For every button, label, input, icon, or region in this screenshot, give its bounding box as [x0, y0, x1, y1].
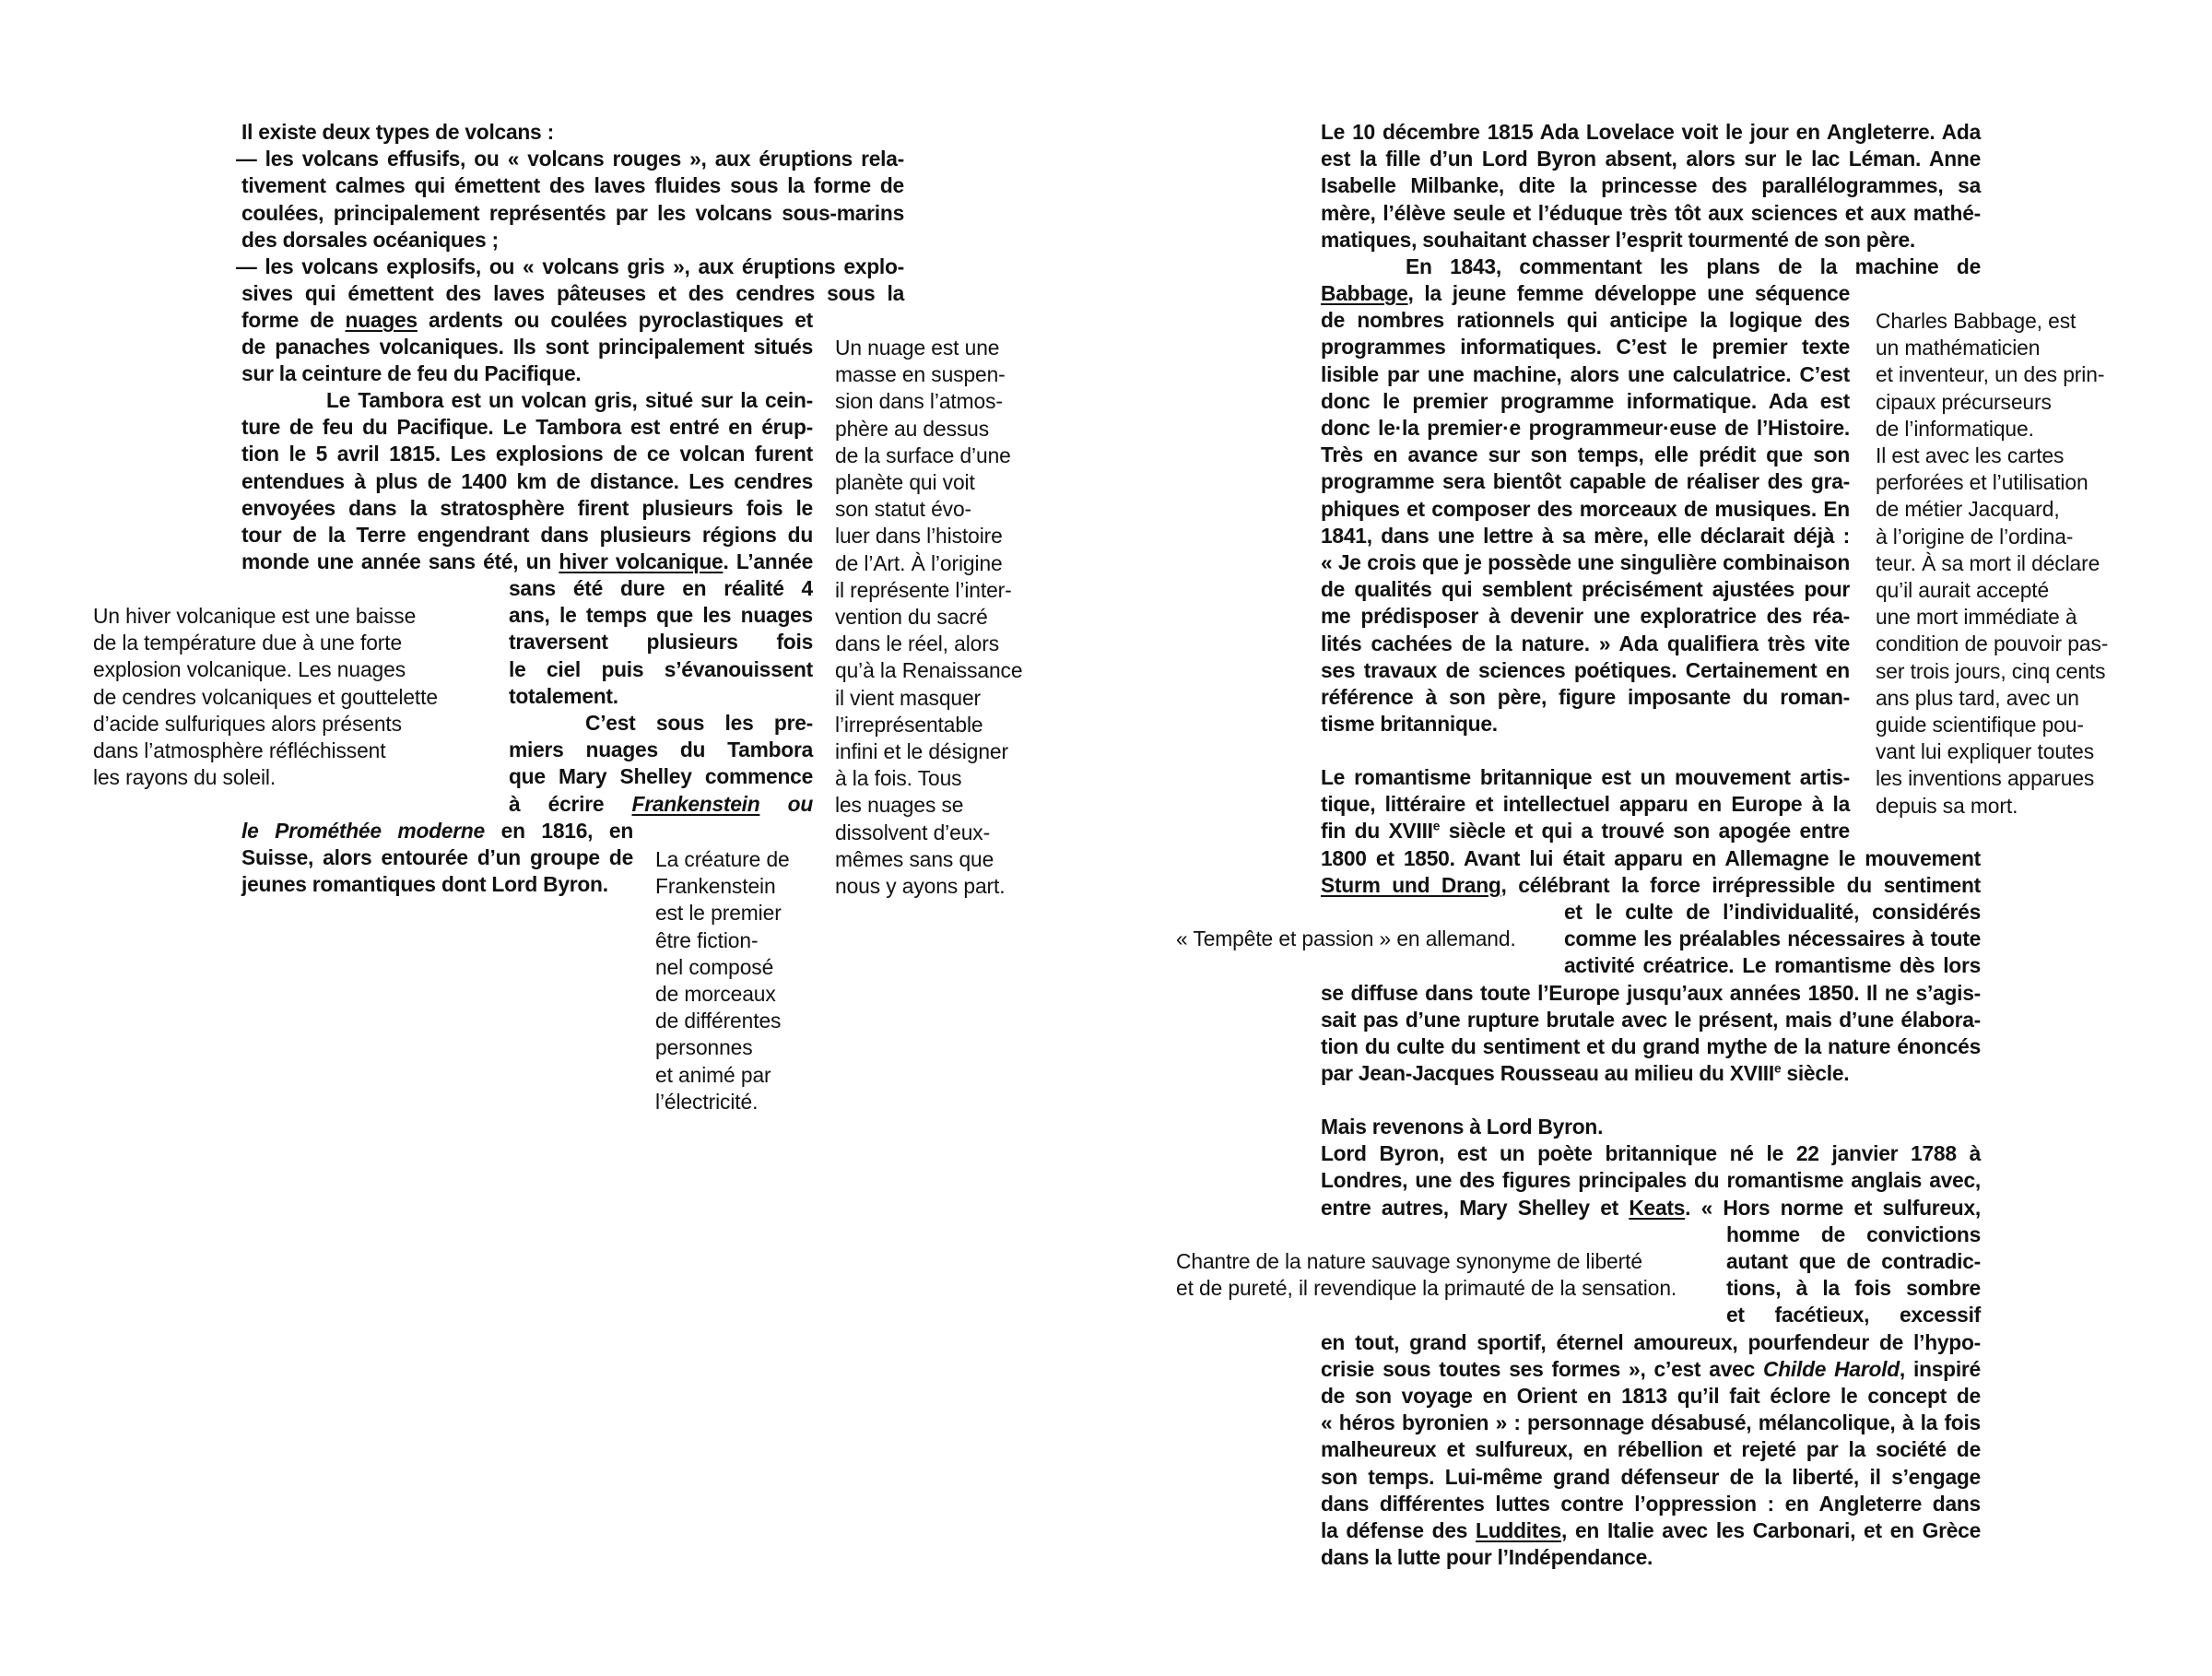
- note-line: infini et le désigner: [835, 739, 1008, 764]
- note-line: son statut évo-: [835, 497, 972, 522]
- note-line: et de pureté, il revendique la primauté de la sensation.: [1176, 1276, 1677, 1301]
- note-line: une mort immédiate à: [1876, 605, 2077, 630]
- text-line: fin du XVIIIe siècle et qui a trouvé son apogée entre: [1321, 819, 1850, 844]
- text-line: traversent plusieurs fois: [509, 630, 813, 655]
- text-line: programme sera bientôt capable de réaliser des gra-: [1321, 469, 1850, 494]
- text-line: comme les préalables nécessaires à toute: [1564, 927, 1981, 951]
- text-line: de nombres rationnels qui anticipe la logique des: [1321, 308, 1850, 333]
- text-line: Isabelle Milbanke, dite la princesse des parallélogrammes, sa: [1321, 173, 1981, 198]
- text-line: Le romantisme britannique est un mouvement artis-: [1321, 765, 1850, 789]
- note-line: nous y ayons part.: [835, 874, 1006, 899]
- text-line: totalement.: [509, 683, 618, 708]
- note-line: de métier Jacquard,: [1876, 497, 2060, 522]
- note-line: d’acide sulfuriques alors présents: [93, 711, 402, 736]
- text-line: tivement calmes qui émettent des laves fluides sous la forme de: [241, 173, 904, 198]
- note-line: mêmes sans que: [835, 846, 994, 871]
- note-line: personnes: [655, 1035, 753, 1060]
- note-line: à l’origine de l’ordina-: [1876, 524, 2074, 549]
- text-line: dans différentes luttes contre l’oppression : en Angleterre dans: [1321, 1491, 1981, 1516]
- text-line: tion le 5 avril 1815. Les explosions de ce volcan furent: [241, 442, 813, 466]
- creature-note: [655, 846, 812, 1115]
- note-line: il représente l’inter-: [835, 577, 1012, 602]
- text-line: programmes informatiques. C’est le premier texte: [1321, 335, 1850, 360]
- text-line: En 1843, commentant les plans de la machine de: [1406, 254, 1981, 279]
- text-line: est la fille d’un Lord Byron absent, alors sur le lac Léman. Anne: [1321, 147, 1981, 171]
- text-line: se diffuse dans toute l’Europe jusqu’aux années 1850. Il ne s’agis-: [1321, 980, 1981, 1005]
- text-line: tisme britannique.: [1321, 712, 1498, 737]
- nuage-note: [835, 335, 1047, 900]
- note-line: dans l’atmosphère réfléchissent: [93, 738, 386, 763]
- note-line: de la température due à une forte: [93, 631, 403, 655]
- note-line: Un hiver volcanique est une baisse: [93, 604, 417, 628]
- note-line: de la surface d’une: [835, 443, 1011, 467]
- text-line: la défense des Luddites, en Italie avec les Carbonari, et en Grèce: [1321, 1518, 1982, 1543]
- babbage-note: [1876, 308, 2152, 820]
- ada-body-paragraph: [1321, 280, 1850, 738]
- text-line: homme de convictions: [1726, 1222, 1981, 1246]
- text-line: Le 10 décembre 1815 Ada Lovelace voit le jour en Angleterre. Ada: [1321, 120, 1981, 144]
- mary-shelley-paragraph-end: [241, 818, 633, 899]
- text-line: forme de nuages ardents ou coulées pyroclastiques et: [241, 308, 813, 332]
- frankenstein-title-link[interactable]: Frankenstein: [631, 791, 760, 816]
- note-line: sion dans l’atmos-: [835, 389, 1003, 414]
- nuages-link[interactable]: nuages: [345, 308, 418, 332]
- note-line: nel composé: [655, 954, 774, 979]
- note-line: condition de pouvoir pas-: [1876, 631, 2109, 656]
- text-line: crisie sous toutes ses formes », c’est avec Childe Harold, inspiré: [1321, 1356, 1981, 1381]
- tambora-paragraph: [241, 387, 813, 575]
- text-line: son temps. Lui-même grand défenseur de la liberté, il s’engage: [1321, 1464, 1981, 1489]
- note-line: Charles Babbage, est: [1876, 309, 2077, 333]
- note-line: et animé par: [655, 1062, 771, 1087]
- note-line: La créature de: [655, 847, 790, 871]
- note-line: luer dans l’histoire: [835, 524, 1003, 549]
- text-line: des dorsales océaniques ;: [241, 227, 499, 252]
- text-line: ture de feu du Pacifique. Le Tambora est entré en érup-: [241, 415, 813, 440]
- text-line: miers nuages du Tambora: [509, 738, 813, 762]
- note-line: il vient masquer: [835, 685, 982, 710]
- text-line: me prédisposer à devenir une exploratrice des réa-: [1321, 604, 1850, 629]
- text-line: sives qui émettent des laves pâteuses et des cendres sous la: [241, 281, 904, 306]
- note-line: à la fois. Tous: [835, 766, 962, 791]
- text-line: coulées, principalement représentés par les volcans sous-marins: [241, 200, 904, 225]
- note-line: « Tempête et passion » en allemand.: [1176, 927, 1516, 950]
- note-line: masse en suspen-: [835, 362, 1006, 387]
- mary-shelley-paragraph: [509, 710, 813, 818]
- text-line: dans la lutte pour l’Indépendance.: [1321, 1545, 1653, 1570]
- text-line: monde une année sans été, un hiver volcanique. L’année: [241, 549, 813, 574]
- text-line: — les volcans effusifs, ou « volcans rouges », aux éruptions rela-: [236, 147, 904, 171]
- text-line: tions, à la fois sombre: [1726, 1276, 1981, 1301]
- text-line: par Jean-Jacques Rousseau au milieu du XVIIIe siècle.: [1321, 1061, 1850, 1086]
- text-line: sur la ceinture de feu du Pacifique.: [241, 361, 582, 386]
- text-line: « héros byronien » : personnage désabusé, mélancolique, à la fois: [1321, 1410, 1981, 1435]
- text-line: que Mary Shelley commence: [509, 764, 813, 789]
- note-line: de l’Art. À l’origine: [835, 550, 1003, 575]
- note-line: et inventeur, un des prin-: [1876, 362, 2105, 387]
- note-line: les rayons du soleil.: [93, 765, 276, 790]
- text-line: et le culte de l’individualité, considérés: [1564, 900, 1981, 925]
- note-line: teur. À sa mort il déclare: [1876, 550, 2100, 575]
- text-line: Mais revenons à Lord Byron.: [1321, 1115, 1604, 1139]
- note-line: de différentes: [655, 1009, 782, 1033]
- text-line: entendues à plus de 1400 km de distance. Les cendres: [241, 468, 813, 493]
- text-line: en tout, grand sportif, éternel amoureux, pourfendeur de l’hypo-: [1321, 1329, 1981, 1354]
- text-line: matiques, souhaitant chasser l’esprit tourmenté de son père.: [1321, 227, 1916, 252]
- text-line: le Prométhée moderne en 1816, en: [241, 819, 633, 843]
- note-line: être fiction-: [655, 927, 759, 952]
- text-line: lités cachées de la nature. » Ada qualifiera très vite: [1321, 631, 1850, 655]
- note-line: Frankenstein: [655, 874, 776, 899]
- note-line: un mathématicien: [1876, 336, 2041, 360]
- text-line: à écrire Frankenstein ou: [509, 791, 813, 816]
- babbage-link[interactable]: Babbage: [1321, 281, 1408, 305]
- hiver-volcanique-note: [93, 603, 462, 791]
- text-line: tique, littéraire et intellectuel apparu en Europe à la: [1321, 792, 1850, 817]
- note-line: ser trois jours, cinq cents: [1876, 658, 2106, 683]
- text-line: Suisse, alors entourée d’un groupe de: [241, 845, 633, 870]
- note-line: planète qui voit: [835, 470, 975, 495]
- note-line: qu’il aurait accepté: [1876, 578, 2050, 603]
- text-line: activité créatrice. Le romantisme dès lors: [1564, 953, 1981, 978]
- text-line: Il existe deux types de volcans :: [241, 120, 554, 144]
- luddites-link[interactable]: Luddites: [1476, 1518, 1562, 1543]
- note-line: de morceaux: [655, 982, 776, 1007]
- note-line: explosion volcanique. Les nuages: [93, 657, 406, 682]
- text-line: sans été dure en réalité 4: [509, 576, 813, 600]
- text-line: et facétieux, excessif: [1726, 1303, 1981, 1328]
- note-line: Un nuage est une: [835, 336, 1000, 360]
- note-line: l’irreprésentable: [835, 712, 983, 737]
- sturm-und-drang-link[interactable]: Sturm und Drang: [1321, 872, 1501, 897]
- text-line: 1841, dans une lettre à sa mère, elle déclarait déjà :: [1321, 523, 1850, 548]
- text-line: 1800 et 1850. Avant lui était apparu en Allemagne le mouvement: [1321, 845, 1981, 870]
- hiver-volcanique-link[interactable]: hiver volcanique: [559, 549, 724, 574]
- text-line: Sturm und Drang, célébrant la force irrépressible du sentiment: [1321, 872, 1981, 897]
- text-line: le ciel puis s’évanouissent: [509, 656, 813, 681]
- note-line: cipaux précurseurs: [1876, 389, 2052, 414]
- text-line: lisible par une machine, alors une calculatrice. C’est: [1321, 361, 1850, 386]
- text-line: C’est sous les pre-: [585, 711, 813, 735]
- text-line: mère, l’élève seule et l’éduque très tôt aux sciences et aux mathé-: [1321, 200, 1981, 225]
- note-line: perforées et l’utilisation: [1876, 470, 2088, 495]
- text-line: « Je crois que je possède une singulière combinaison: [1321, 550, 1850, 575]
- text-line: de qualités qui semblent précisément ajustées pour: [1321, 577, 1850, 602]
- note-line: les inventions apparues: [1876, 766, 2095, 791]
- note-line: de cendres volcaniques et gouttelette: [93, 684, 438, 709]
- keats-note: [1176, 1248, 1729, 1302]
- text-line: envoyées dans la stratosphère firent plusieurs fois le: [241, 495, 813, 520]
- note-line: les nuages se: [835, 793, 964, 818]
- text-line: Très en avance sur son temps, elle prédit que son: [1321, 443, 1850, 467]
- annee-sans-ete-paragraph: [509, 575, 813, 710]
- text-line: ans, le temps que les nuages: [509, 603, 813, 628]
- text-line: tour de la Terre engendrant dans plusieurs régions du: [241, 523, 813, 548]
- sturm-und-drang-note: [1176, 926, 1563, 952]
- text-line: Londres, une des figures principales du romantisme anglais avec,: [1321, 1168, 1981, 1193]
- note-line: l’électricité.: [655, 1089, 759, 1114]
- text-line: Babbage, la jeune femme développe une séquence: [1321, 281, 1850, 305]
- text-line: autant que de contradic-: [1726, 1249, 1981, 1274]
- note-line: dissolvent d’eux-: [835, 820, 991, 844]
- text-line: jeunes romantiques dont Lord Byron.: [241, 872, 608, 897]
- note-line: depuis sa mort.: [1876, 793, 2018, 818]
- text-line: tion du culte du sentiment et du grand mythe de la nature énoncés: [1321, 1034, 1981, 1059]
- text-line: — les volcans explosifs, ou « volcans gris », aux éruptions explo-: [236, 254, 904, 279]
- note-line: Il est avec les cartes: [1876, 443, 2065, 468]
- note-line: guide scientifique pou-: [1876, 713, 2084, 738]
- text-line: donc le premier programme informatique. Ada est: [1321, 388, 1850, 413]
- text-line: référence à son père, figure imposante du roman-: [1321, 685, 1850, 710]
- note-line: vant lui expliquer toutes: [1876, 739, 2095, 764]
- text-line: donc le·la premier·e programmeur·euse de l’Histoire.: [1321, 416, 1850, 441]
- text-line: de panaches volcaniques. Ils sont principalement situés: [241, 335, 813, 360]
- text-line: sait pas d’une rupture brutale avec le présent, mais d’une élabora-: [1321, 1007, 1981, 1032]
- volcano-types-paragraph: [236, 119, 904, 307]
- note-line: phère au dessus: [835, 416, 990, 441]
- text-line: ses travaux de sciences poétiques. Certainement en: [1321, 657, 1850, 682]
- note-line: ans plus tard, avec un: [1876, 685, 2079, 710]
- text-line: malheureux et sulfureux, en rébellion et rejeté par la société de: [1321, 1437, 1981, 1462]
- volcano-types-paragraph-end: [241, 307, 813, 388]
- note-line: dans le réel, alors: [835, 631, 1000, 656]
- text-line: entre autres, Mary Shelley et Keats. « Hors norme et sulfureux,: [1321, 1195, 1981, 1220]
- ada-intro-paragraph: [1321, 119, 1981, 280]
- note-line: vention du sacré: [835, 605, 988, 630]
- text-line: Lord Byron, est un poète britannique né le 22 janvier 1788 à: [1321, 1141, 1981, 1166]
- text-line: de son voyage en Orient en 1813 qu’il fait éclore le concept de: [1321, 1384, 1981, 1409]
- text-line: Le Tambora est un volcan gris, situé sur la cein-: [326, 388, 813, 412]
- keats-link[interactable]: Keats: [1629, 1195, 1686, 1220]
- note-line: qu’à la Renaissance: [835, 658, 1023, 683]
- note-line: Chantre de la nature sauvage synonyme de liberté: [1176, 1249, 1642, 1273]
- note-line: de l’informatique.: [1876, 416, 2034, 441]
- byron-paragraph: [1321, 1114, 1981, 1571]
- childe-harold-title: Childe Harold: [1763, 1356, 1900, 1381]
- note-line: est le premier: [655, 901, 782, 926]
- text-line: phiques et composer des morceaux de musiques. En: [1321, 496, 1850, 521]
